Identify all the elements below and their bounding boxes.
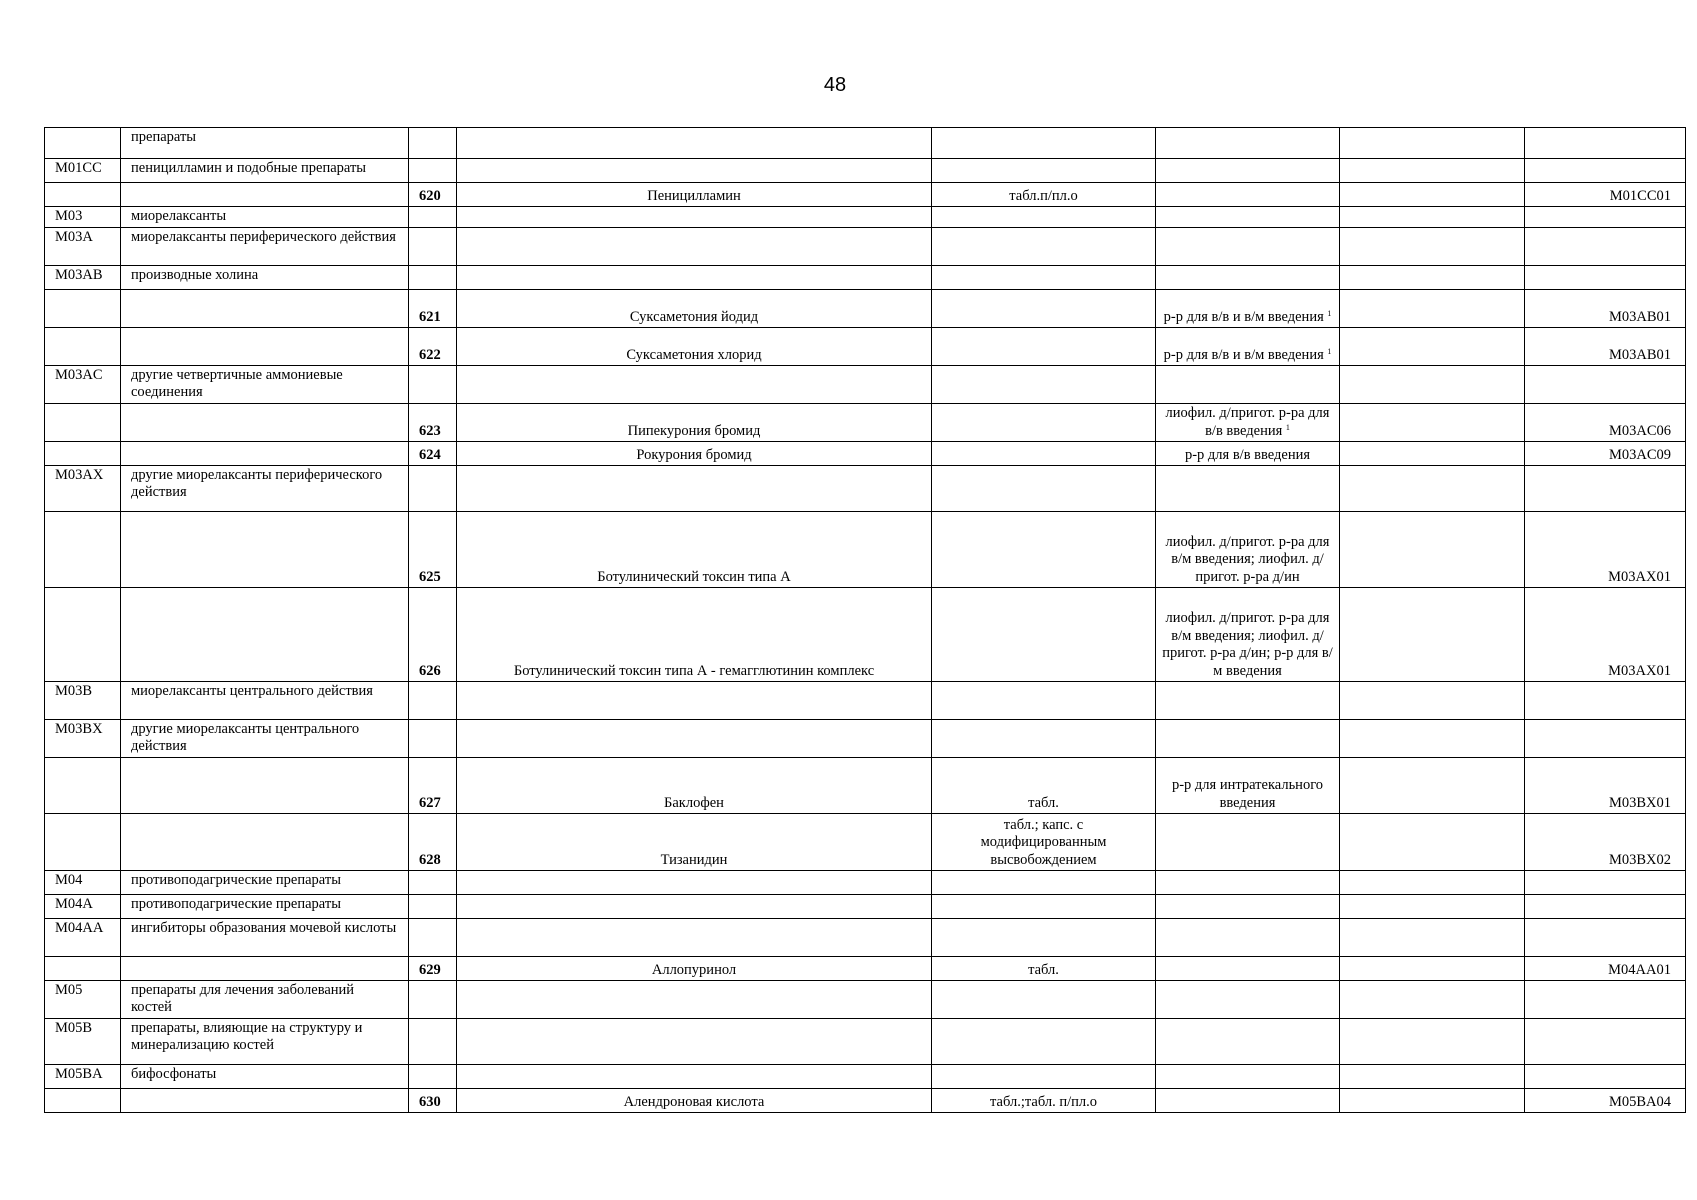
dosage-form-primary xyxy=(932,1019,1156,1065)
drug-name: Рокурония бромид xyxy=(457,442,932,466)
dosage-form-secondary xyxy=(1156,228,1340,266)
drug-name: Ботулинический токсин типа А xyxy=(457,512,932,588)
table-row xyxy=(45,895,1686,919)
dosage-form-primary xyxy=(932,442,1156,466)
pharmacological-group: производные холина xyxy=(121,266,409,290)
atc-group-code xyxy=(45,758,121,814)
dosage-form-primary xyxy=(932,919,1156,957)
row-number xyxy=(409,466,457,512)
row-number xyxy=(409,266,457,290)
dosage-form-secondary xyxy=(1156,159,1340,183)
blank-cell xyxy=(1340,207,1525,228)
dosage-form-primary xyxy=(932,588,1156,682)
atc-code xyxy=(1525,466,1686,512)
pharmacological-group: миорелаксанты периферического действия xyxy=(121,228,409,266)
footnote-marker: 1 xyxy=(1327,346,1332,356)
atc-group-code xyxy=(45,404,121,442)
dosage-form-primary xyxy=(932,895,1156,919)
table-row xyxy=(45,1019,1686,1065)
table-row xyxy=(45,183,1686,207)
row-number: 624 xyxy=(409,442,457,466)
pharmacological-group: препараты, влияющие на структуру и минерализацию костей xyxy=(121,1019,409,1065)
dosage-form-secondary xyxy=(1156,128,1340,159)
drug-name xyxy=(457,895,932,919)
atc-group-code xyxy=(45,183,121,207)
pharmacological-group xyxy=(121,290,409,328)
row-number xyxy=(409,128,457,159)
page-number: 48 xyxy=(823,74,847,96)
row-number: 626 xyxy=(409,588,457,682)
dosage-form-primary xyxy=(932,328,1156,366)
atc-code xyxy=(1525,159,1686,183)
atc-code: M03AB01 xyxy=(1525,290,1686,328)
dosage-form-secondary xyxy=(1156,183,1340,207)
atc-code: M03AX01 xyxy=(1525,512,1686,588)
dosage-form-primary xyxy=(932,1065,1156,1089)
atc-group-code xyxy=(45,957,121,981)
atc-group-code: M04AA xyxy=(45,919,121,957)
dosage-form-secondary: р-р для в/в введения xyxy=(1156,442,1340,466)
blank-cell xyxy=(1340,1065,1525,1089)
dosage-form-primary: табл.; капс. с модифицированным высвобождением xyxy=(932,814,1156,871)
dosage-form-primary xyxy=(932,290,1156,328)
table-row xyxy=(45,266,1686,290)
row-number xyxy=(409,228,457,266)
pharmacological-group: пеницилламин и подобные препараты xyxy=(121,159,409,183)
dosage-form-primary xyxy=(932,720,1156,758)
footnote-marker: 1 xyxy=(1327,308,1332,318)
row-number: 621 xyxy=(409,290,457,328)
drug-name: Ботулинический токсин типа А - гемагглютинин комплекс xyxy=(457,588,932,682)
pharmacological-group xyxy=(121,328,409,366)
row-number xyxy=(409,1065,457,1089)
row-number xyxy=(409,895,457,919)
drug-name xyxy=(457,720,932,758)
blank-cell xyxy=(1340,228,1525,266)
blank-cell xyxy=(1340,682,1525,720)
dosage-form-secondary xyxy=(1156,919,1340,957)
table-row xyxy=(45,814,1686,871)
atc-code xyxy=(1525,366,1686,404)
table-row xyxy=(45,128,1686,159)
table-row xyxy=(45,957,1686,981)
row-number: 629 xyxy=(409,957,457,981)
atc-code xyxy=(1525,682,1686,720)
atc-group-code: M03AX xyxy=(45,466,121,512)
dosage-form-primary: табл. xyxy=(932,758,1156,814)
atc-code xyxy=(1525,895,1686,919)
blank-cell xyxy=(1340,290,1525,328)
table-row xyxy=(45,366,1686,404)
pharmacological-group xyxy=(121,442,409,466)
dosage-form-secondary xyxy=(1156,207,1340,228)
dosage-form-primary xyxy=(932,207,1156,228)
drug-name xyxy=(457,466,932,512)
atc-group-code xyxy=(45,328,121,366)
table-row xyxy=(45,512,1686,588)
pharmacological-group xyxy=(121,814,409,871)
table-row xyxy=(45,919,1686,957)
blank-cell xyxy=(1340,895,1525,919)
row-number: 622 xyxy=(409,328,457,366)
atc-group-code: M01CC xyxy=(45,159,121,183)
blank-cell xyxy=(1340,442,1525,466)
table-row xyxy=(45,588,1686,682)
atc-group-code xyxy=(45,814,121,871)
dosage-form-primary xyxy=(932,871,1156,895)
pharmacological-group: другие четвертичные аммониевые соединения xyxy=(121,366,409,404)
blank-cell xyxy=(1340,588,1525,682)
drug-name: Алендроновая кислота xyxy=(457,1089,932,1113)
row-number: 625 xyxy=(409,512,457,588)
row-number xyxy=(409,682,457,720)
drug-name xyxy=(457,128,932,159)
drug-name xyxy=(457,366,932,404)
drug-name xyxy=(457,228,932,266)
drug-name: Пеницилламин xyxy=(457,183,932,207)
drug-list-table xyxy=(44,127,1686,1113)
pharmacological-group xyxy=(121,588,409,682)
table-row xyxy=(45,328,1686,366)
row-number xyxy=(409,919,457,957)
atc-group-code: M03AC xyxy=(45,366,121,404)
drug-name: Тизанидин xyxy=(457,814,932,871)
drug-name xyxy=(457,1019,932,1065)
dosage-form-secondary xyxy=(1156,720,1340,758)
pharmacological-group: ингибиторы образования мочевой кислоты xyxy=(121,919,409,957)
blank-cell xyxy=(1340,871,1525,895)
dosage-form-secondary: р-р для в/в и в/м введения $^1$ xyxy=(1156,290,1340,328)
drug-name xyxy=(457,919,932,957)
dosage-form-primary xyxy=(932,981,1156,1019)
dosage-form-secondary xyxy=(1156,871,1340,895)
pharmacological-group: бифосфонаты xyxy=(121,1065,409,1089)
blank-cell xyxy=(1340,328,1525,366)
atc-code: M01CC01 xyxy=(1525,183,1686,207)
pharmacological-group xyxy=(121,512,409,588)
dosage-form-secondary xyxy=(1156,366,1340,404)
blank-cell xyxy=(1340,1019,1525,1065)
drug-name xyxy=(457,1065,932,1089)
pharmacological-group: противоподагрические препараты xyxy=(121,871,409,895)
dosage-form-primary xyxy=(932,228,1156,266)
drug-name: Суксаметония йодид xyxy=(457,290,932,328)
atc-group-code xyxy=(45,290,121,328)
footnote-marker: 1 xyxy=(1285,422,1290,432)
dosage-form-secondary xyxy=(1156,682,1340,720)
row-number xyxy=(409,207,457,228)
drug-name: Аллопуринол xyxy=(457,957,932,981)
atc-group-code: M03A xyxy=(45,228,121,266)
dosage-form-secondary xyxy=(1156,814,1340,871)
dosage-form-secondary: лиофил. д/пригот. р-ра для в/в введения $^1$ xyxy=(1156,404,1340,442)
row-number xyxy=(409,159,457,183)
table-row xyxy=(45,466,1686,512)
dosage-form-secondary xyxy=(1156,1089,1340,1113)
atc-code: M03AC06 xyxy=(1525,404,1686,442)
atc-group-code: M03BX xyxy=(45,720,121,758)
blank-cell xyxy=(1340,128,1525,159)
row-number xyxy=(409,871,457,895)
table-row xyxy=(45,981,1686,1019)
row-number: 630 xyxy=(409,1089,457,1113)
atc-group-code: M04 xyxy=(45,871,121,895)
table-row xyxy=(45,1065,1686,1089)
pharmacological-group xyxy=(121,758,409,814)
blank-cell xyxy=(1340,919,1525,957)
atc-code: M03AC09 xyxy=(1525,442,1686,466)
atc-code xyxy=(1525,919,1686,957)
drug-name xyxy=(457,981,932,1019)
table-row xyxy=(45,720,1686,758)
dosage-form-primary: табл.;табл. п/пл.о xyxy=(932,1089,1156,1113)
atc-group-code: M04A xyxy=(45,895,121,919)
atc-group-code xyxy=(45,128,121,159)
row-number: 628 xyxy=(409,814,457,871)
atc-code xyxy=(1525,207,1686,228)
dosage-form-secondary: лиофил. д/пригот. р-ра для в/м введения; лиофил. д/пригот. р-ра д/ин; р-р для в/м введения xyxy=(1156,588,1340,682)
dosage-form-secondary xyxy=(1156,1065,1340,1089)
atc-group-code: M05B xyxy=(45,1019,121,1065)
pharmacological-group: миорелаксанты xyxy=(121,207,409,228)
atc-group-code xyxy=(45,1089,121,1113)
atc-code xyxy=(1525,266,1686,290)
table-row xyxy=(45,228,1686,266)
table-row xyxy=(45,404,1686,442)
blank-cell xyxy=(1340,512,1525,588)
atc-code xyxy=(1525,1065,1686,1089)
dosage-form-secondary xyxy=(1156,1019,1340,1065)
atc-group-code: M03B xyxy=(45,682,121,720)
table-row xyxy=(45,442,1686,466)
row-number xyxy=(409,981,457,1019)
drug-name: Суксаметония хлорид xyxy=(457,328,932,366)
dosage-form-secondary xyxy=(1156,466,1340,512)
table-row xyxy=(45,682,1686,720)
atc-group-code xyxy=(45,442,121,466)
atc-code: M03BX01 xyxy=(1525,758,1686,814)
dosage-form-secondary: р-р для в/в и в/м введения $^1$ xyxy=(1156,328,1340,366)
blank-cell xyxy=(1340,720,1525,758)
dosage-form-primary xyxy=(932,404,1156,442)
dosage-form-primary: табл. xyxy=(932,957,1156,981)
drug-name xyxy=(457,266,932,290)
blank-cell xyxy=(1340,758,1525,814)
pharmacological-group: другие миорелаксанты центрального действия xyxy=(121,720,409,758)
drug-name xyxy=(457,159,932,183)
blank-cell xyxy=(1340,814,1525,871)
pharmacological-group xyxy=(121,1089,409,1113)
pharmacological-group: другие миорелаксанты периферического действия xyxy=(121,466,409,512)
blank-cell xyxy=(1340,183,1525,207)
dosage-form-primary xyxy=(932,466,1156,512)
blank-cell xyxy=(1340,1089,1525,1113)
atc-code: M03AX01 xyxy=(1525,588,1686,682)
row-number xyxy=(409,1019,457,1065)
atc-group-code: M03 xyxy=(45,207,121,228)
atc-code xyxy=(1525,720,1686,758)
pharmacological-group: миорелаксанты центрального действия xyxy=(121,682,409,720)
pharmacological-group xyxy=(121,957,409,981)
blank-cell xyxy=(1340,981,1525,1019)
atc-code: M04AA01 xyxy=(1525,957,1686,981)
atc-code xyxy=(1525,228,1686,266)
dosage-form-secondary xyxy=(1156,895,1340,919)
dosage-form-secondary xyxy=(1156,981,1340,1019)
dosage-form-primary xyxy=(932,266,1156,290)
atc-code xyxy=(1525,981,1686,1019)
row-number xyxy=(409,366,457,404)
atc-code xyxy=(1525,1019,1686,1065)
drug-name: Пипекурония бромид xyxy=(457,404,932,442)
drug-name xyxy=(457,207,932,228)
atc-group-code xyxy=(45,512,121,588)
dosage-form-primary xyxy=(932,128,1156,159)
blank-cell xyxy=(1340,957,1525,981)
row-number: 623 xyxy=(409,404,457,442)
blank-cell xyxy=(1340,159,1525,183)
blank-cell xyxy=(1340,366,1525,404)
dosage-form-primary xyxy=(932,159,1156,183)
pharmacological-group xyxy=(121,404,409,442)
blank-cell xyxy=(1340,466,1525,512)
atc-group-code: M03AB xyxy=(45,266,121,290)
table-row xyxy=(45,290,1686,328)
atc-code xyxy=(1525,128,1686,159)
row-number: 620 xyxy=(409,183,457,207)
drug-name xyxy=(457,871,932,895)
pharmacological-group xyxy=(121,183,409,207)
table-row xyxy=(45,207,1686,228)
dosage-form-secondary xyxy=(1156,266,1340,290)
dosage-form-secondary xyxy=(1156,957,1340,981)
atc-group-code: M05BA xyxy=(45,1065,121,1089)
atc-code: M03BX02 xyxy=(1525,814,1686,871)
drug-name: Баклофен xyxy=(457,758,932,814)
table-row xyxy=(45,871,1686,895)
dosage-form-secondary: лиофил. д/пригот. р-ра для в/м введения; лиофил. д/пригот. р-ра д/ин xyxy=(1156,512,1340,588)
row-number: 627 xyxy=(409,758,457,814)
blank-cell xyxy=(1340,404,1525,442)
table-row xyxy=(45,159,1686,183)
atc-code xyxy=(1525,871,1686,895)
atc-group-code: M05 xyxy=(45,981,121,1019)
table-row xyxy=(45,758,1686,814)
pharmacological-group: противоподагрические препараты xyxy=(121,895,409,919)
row-number xyxy=(409,720,457,758)
dosage-form-secondary: р-р для интратекального введения xyxy=(1156,758,1340,814)
pharmacological-group: препараты для лечения заболеваний костей xyxy=(121,981,409,1019)
drug-name xyxy=(457,682,932,720)
dosage-form-primary: табл.п/пл.о xyxy=(932,183,1156,207)
dosage-form-primary xyxy=(932,366,1156,404)
atc-code: M03AB01 xyxy=(1525,328,1686,366)
blank-cell xyxy=(1340,266,1525,290)
dosage-form-primary xyxy=(932,512,1156,588)
pharmacological-group: препараты xyxy=(121,128,409,159)
dosage-form-primary xyxy=(932,682,1156,720)
table-row xyxy=(45,1089,1686,1113)
atc-code: M05BA04 xyxy=(1525,1089,1686,1113)
atc-group-code xyxy=(45,588,121,682)
